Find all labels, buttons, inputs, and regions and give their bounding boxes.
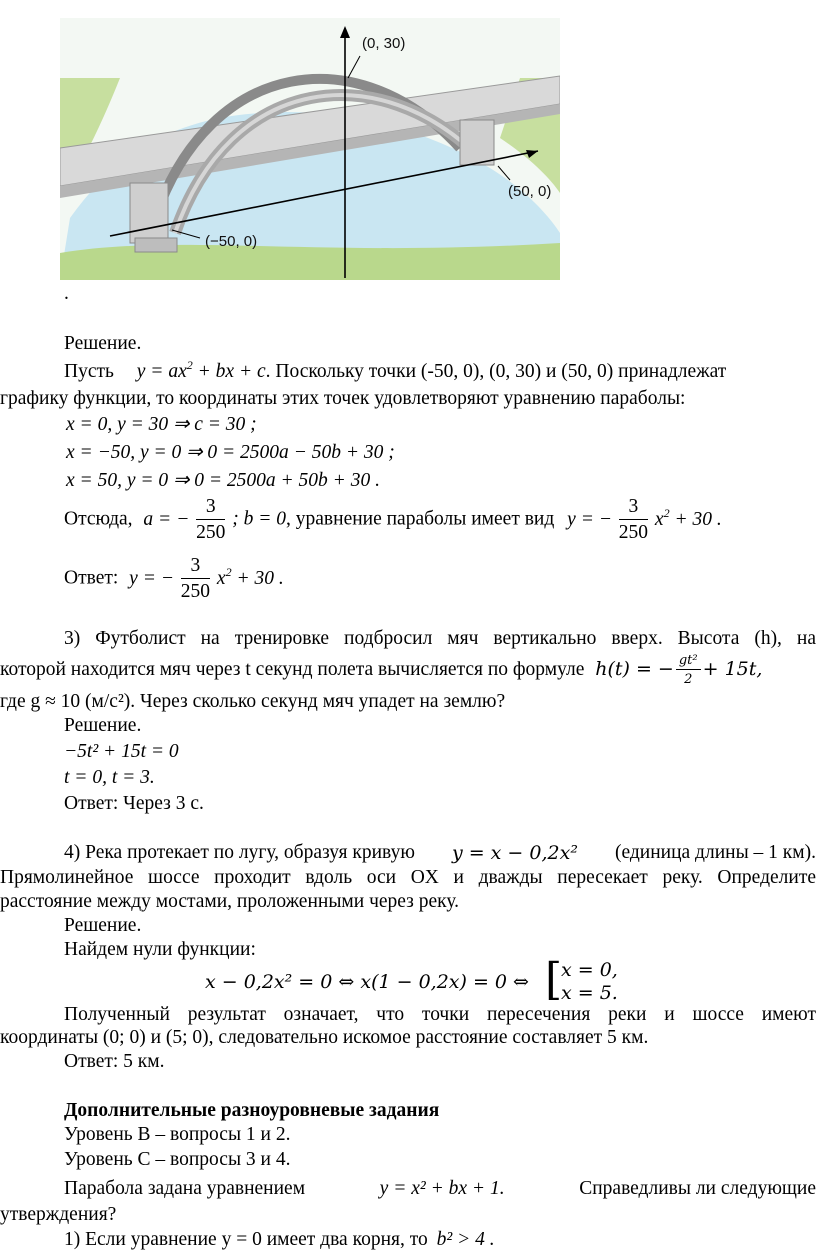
problem3-line2-text: которой находится мяч через t секунд полета вычисляется по формуле [0,659,585,680]
let-prefix: Пусть [64,361,114,382]
hence-line [64,497,722,542]
parabola-x: $x^2 + 30$ . [654,505,722,530]
right-pier [460,120,494,165]
problem4-zeros: Найдем нули функции: [64,939,256,960]
problem3-roots: t = 0, t = 3. [64,767,155,788]
left-pier [130,183,168,243]
parabola-equation: y = x² + bx + 1. [379,1178,505,1199]
problem3-line3: где g ≈ 10 (м/с²). Через сколько секунд мяч упадет на землю? [0,691,506,712]
parabola-line2: утверждения? [0,1204,117,1225]
problem3-equation: −5t² + 15t = 0 [64,741,179,762]
answer-1 [64,556,284,601]
case-bracket: [ [545,954,563,1005]
problem4-line1 [64,842,816,864]
answer-prefix: Ответ: [64,567,119,589]
case-1: x = 0, [561,959,618,981]
figure-dot: . [64,283,69,304]
label-right: (50, 0) [508,183,552,200]
parabola-lhs: y = − [567,508,612,530]
equation-3: x = 50, y = 0 ⇒ 0 = 2500a + 50b + 30 . [66,470,380,491]
question-1 [64,1229,495,1251]
answer-x: $x^2 + 30$ . [216,564,284,589]
problem4-line1-tail: (единица длины – 1 км). [614,842,816,863]
hence-prefix: Отсюда, [64,508,133,530]
bridge-illustration [60,18,560,280]
problem3-solution-heading: Решение. [64,715,142,736]
let-formula: $y = ax^2$ + bx + c [136,358,266,382]
fraction-a: $\frac{3}{250}$ [196,496,226,543]
equation-2: x = −50, y = 0 ⇒ 0 = 2500a − 50b + 30 ; [66,442,395,463]
problem4-eq-main: x − 0,2x² = 0 ⇔ x(1 − 0,2x) = 0 ⇔ [205,971,529,993]
parabola-tail: Справедливы ли следующие [579,1178,816,1199]
problem4-line1-prefix: 4) Река протекает по лугу, образуя кривую [64,842,415,863]
let-line-2: графику функции, то координаты этих точек удовлетворяют уравнению параболы: [0,388,686,409]
equation-1: x = 0, y = 30 ⇒ c = 30 ; [66,414,257,435]
hence-mid: , уравнение параболы имеет вид [286,508,555,530]
b-equation: ; b = 0 [232,508,287,530]
problem4-curve: y = x − 0,2x² [451,842,578,864]
parabola-line [64,1178,816,1200]
problem4-result1: Полученный результат означает, что точки пересечения реки и шоссе имеют [64,1004,816,1025]
problem4-answer: Ответ: 5 км. [64,1051,165,1072]
label-left: (−50, 0) [205,233,258,250]
problem4-line3: расстояние между мостами, проложенными через реку. [0,891,460,912]
level-c: Уровень C – вопросы 3 и 4. [64,1149,291,1170]
problem4-result2: координаты (0; 0) и (5; 0), следовательно искомое расстояние составляет 5 км. [0,1027,649,1048]
question-1-condition: b² > 4 . [436,1229,495,1250]
extra-heading: Дополнительные разноуровневые задания [64,1100,440,1121]
fraction-parabola: $\frac{3}{250}$ [618,496,649,543]
answer-lhs: y = − [129,567,174,589]
formula-h: h(t) = − $\frac{\text{gt²}}{2}$ + 15t, [595,653,763,687]
problem4-line2: Прямолинейное шоссе проходит вдоль оси OX и дважды пересекает реку. Определите [0,867,816,888]
problem4-solution-heading: Решение. [64,915,142,936]
fraction-answer: $\frac{3}{250}$ [180,555,211,602]
problem3-line2 [0,654,816,686]
question-1-text: 1) Если уравнение y = 0 имеет два корня, то [64,1229,428,1250]
solution-heading: Решение. [64,333,142,354]
problem3-line1: 3) Футболист на тренировке подбросил мяч вертикально вверх. Высота (h), на [64,628,816,649]
parabola-prefix: Парабола задана уравнением [64,1178,306,1199]
a-lhs: a = − [143,508,190,530]
let-line [64,358,816,383]
case-2: x = 5. [561,982,618,1004]
level-b: Уровень B – вопросы 1 и 2. [64,1124,291,1145]
label-top: (0, 30) [362,35,406,52]
let-text: . Поскольку точки (-50, 0), (0, 30) и (50, 0) принадлежат [265,361,727,382]
problem3-answer: Ответ: Через 3 с. [64,793,204,814]
